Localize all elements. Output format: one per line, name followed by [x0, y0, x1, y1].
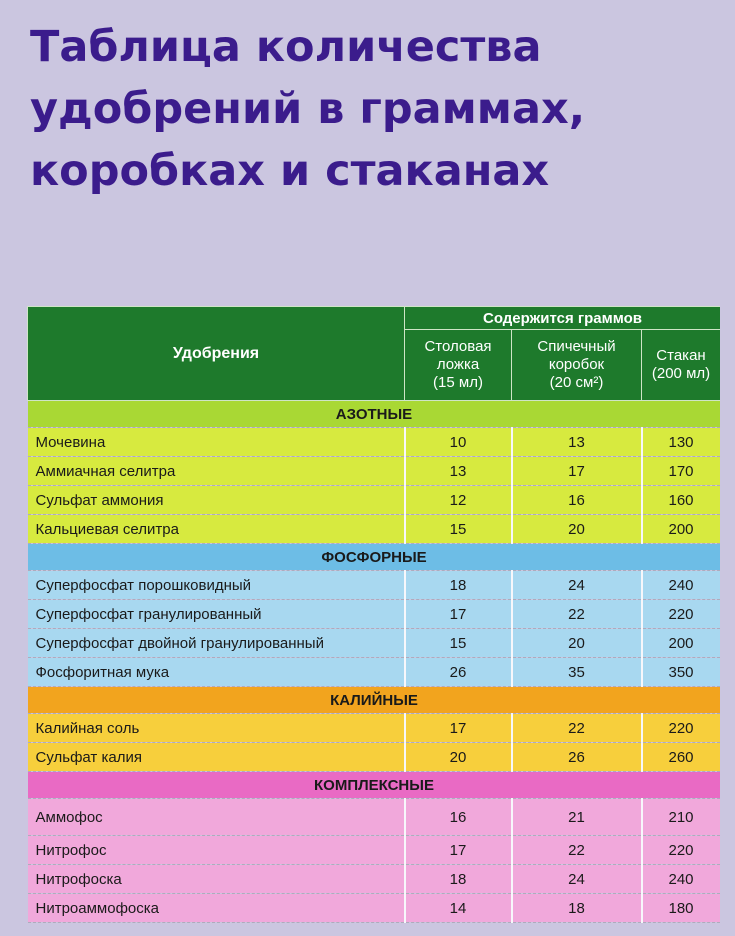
header-box: Спичечный коробок (20 см²) — [512, 330, 642, 401]
box-grams-cell: 16 — [512, 486, 642, 515]
glass-grams-cell: 260 — [642, 743, 721, 772]
box-grams-cell: 22 — [512, 600, 642, 629]
fertilizer-table-container — [27, 306, 720, 930]
table-row — [28, 457, 721, 486]
table-row — [28, 428, 721, 457]
spoon-grams-cell: 15 — [405, 515, 512, 544]
header-glass: Стакан (200 мл) — [642, 330, 721, 401]
glass-grams-cell: 220 — [642, 600, 721, 629]
box-grams-cell: 18 — [512, 894, 642, 923]
spoon-grams-cell: 17 — [405, 836, 512, 865]
table-row — [28, 515, 721, 544]
glass-grams-cell: 220 — [642, 714, 721, 743]
section-row — [28, 687, 721, 714]
spoon-grams-cell: 18 — [405, 571, 512, 600]
title-line-3: коробках и стаканах — [30, 146, 550, 196]
fertilizer-name-cell: Сульфат калия — [28, 743, 405, 772]
fertilizer-name-cell: Нитрофос — [28, 836, 405, 865]
section-row — [28, 401, 721, 428]
fertilizer-name-cell: Суперфосфат порошковидный — [28, 571, 405, 600]
spoon-grams-cell: 16 — [405, 799, 512, 836]
table-row — [28, 799, 721, 836]
section-row — [28, 544, 721, 571]
fertilizer-table — [27, 306, 720, 923]
box-grams-cell: 21 — [512, 799, 642, 836]
title-line-2: удобрений в граммах, — [30, 84, 586, 134]
box-grams-cell: 22 — [512, 714, 642, 743]
glass-grams-cell: 200 — [642, 515, 721, 544]
box-grams-cell: 20 — [512, 629, 642, 658]
table-row — [28, 714, 721, 743]
glass-grams-cell: 200 — [642, 629, 721, 658]
header-fertilizer: Удобрения — [28, 307, 405, 401]
glass-grams-cell: 240 — [642, 571, 721, 600]
fertilizer-name-cell: Нитроаммофоска — [28, 894, 405, 923]
box-grams-cell: 35 — [512, 658, 642, 687]
table-row — [28, 486, 721, 515]
glass-grams-cell: 350 — [642, 658, 721, 687]
box-grams-cell: 13 — [512, 428, 642, 457]
section-title: КАЛИЙНЫЕ — [28, 687, 721, 714]
spoon-grams-cell: 10 — [405, 428, 512, 457]
spoon-grams-cell: 14 — [405, 894, 512, 923]
fertilizer-name-cell: Суперфосфат гранулированный — [28, 600, 405, 629]
fertilizer-name-cell: Кальциевая селитра — [28, 515, 405, 544]
spoon-grams-cell: 12 — [405, 486, 512, 515]
fertilizer-name-cell: Суперфосфат двойной гранулированный — [28, 629, 405, 658]
fertilizer-name-cell: Мочевина — [28, 428, 405, 457]
table-row — [28, 629, 721, 658]
table-row — [28, 743, 721, 772]
glass-grams-cell: 240 — [642, 865, 721, 894]
glass-grams-cell: 180 — [642, 894, 721, 923]
table-row — [28, 894, 721, 923]
fertilizer-name-cell: Сульфат аммония — [28, 486, 405, 515]
title-line-1: Таблица количества — [30, 22, 542, 72]
spoon-grams-cell: 15 — [405, 629, 512, 658]
glass-grams-cell: 130 — [642, 428, 721, 457]
table-body — [28, 401, 721, 923]
section-title: АЗОТНЫЕ — [28, 401, 721, 428]
fertilizer-name-cell: Нитрофоска — [28, 865, 405, 894]
spoon-grams-cell: 17 — [405, 714, 512, 743]
glass-grams-cell: 170 — [642, 457, 721, 486]
fertilizer-name-cell: Аммиачная селитра — [28, 457, 405, 486]
section-title: ФОСФОРНЫЕ — [28, 544, 721, 571]
table-row — [28, 658, 721, 687]
box-grams-cell: 20 — [512, 515, 642, 544]
glass-grams-cell: 160 — [642, 486, 721, 515]
table-row — [28, 865, 721, 894]
box-grams-cell: 26 — [512, 743, 642, 772]
spoon-grams-cell: 13 — [405, 457, 512, 486]
table-row — [28, 836, 721, 865]
box-grams-cell: 22 — [512, 836, 642, 865]
box-grams-cell: 17 — [512, 457, 642, 486]
section-row — [28, 772, 721, 799]
fertilizer-name-cell: Калийная соль — [28, 714, 405, 743]
spoon-grams-cell: 20 — [405, 743, 512, 772]
glass-grams-cell: 220 — [642, 836, 721, 865]
header-contains: Содержится граммов — [405, 307, 721, 330]
section-title: КОМПЛЕКСНЫЕ — [28, 772, 721, 799]
spoon-grams-cell: 26 — [405, 658, 512, 687]
box-grams-cell: 24 — [512, 571, 642, 600]
fertilizer-name-cell: Фосфоритная мука — [28, 658, 405, 687]
fertilizer-name-cell: Аммофос — [28, 799, 405, 836]
page-title — [30, 16, 720, 202]
box-grams-cell: 24 — [512, 865, 642, 894]
glass-grams-cell: 210 — [642, 799, 721, 836]
table-row — [28, 571, 721, 600]
table-row — [28, 600, 721, 629]
spoon-grams-cell: 17 — [405, 600, 512, 629]
spoon-grams-cell: 18 — [405, 865, 512, 894]
header-spoon: Столовая ложка (15 мл) — [405, 330, 512, 401]
